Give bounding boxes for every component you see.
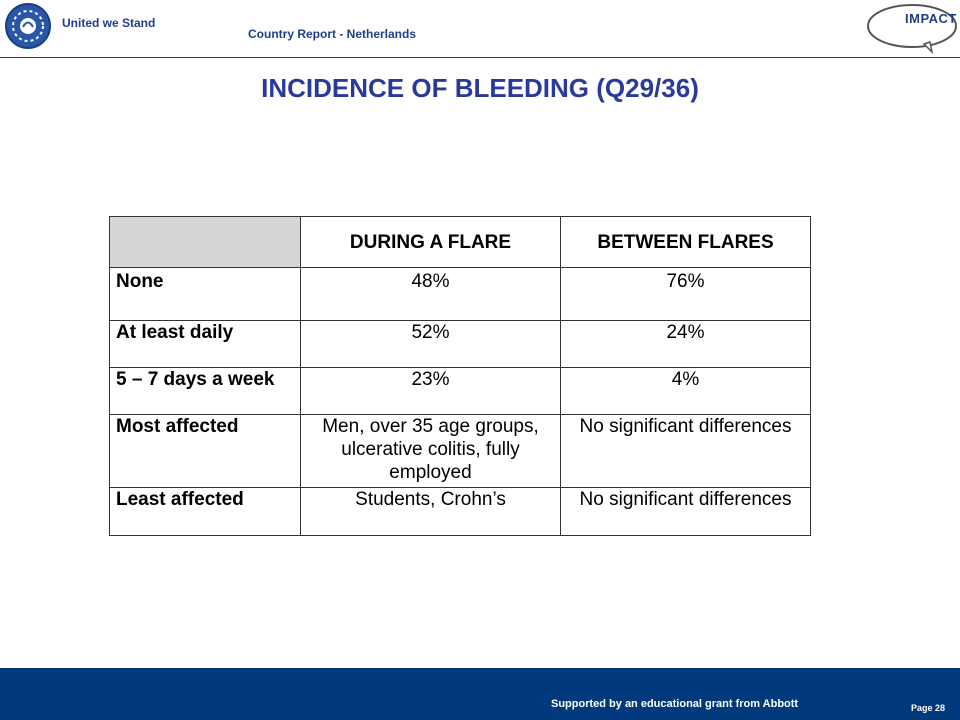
footer-support-text: Supported by an educational grant from Abbott <box>551 698 799 710</box>
org-name: United we Stand <box>62 16 156 30</box>
cell-during-flare: Men, over 35 age groups, ulcerative colitis, fully employed <box>301 415 561 488</box>
row-label: None <box>110 268 301 321</box>
right-logo <box>866 2 958 54</box>
footer-bar <box>0 668 960 720</box>
column-header-between-flares: BETWEEN FLARES <box>561 217 811 268</box>
report-title: Country Report - Netherlands <box>248 27 417 41</box>
row-label: Least affected <box>110 488 301 536</box>
table-row <box>110 368 811 415</box>
row-label: Most affected <box>110 415 301 488</box>
cell-during-flare: Students, Crohn’s <box>301 488 561 536</box>
cell-between-flares: 24% <box>561 321 811 368</box>
cell-during-flare: 52% <box>301 321 561 368</box>
row-label: At least daily <box>110 321 301 368</box>
right-logo-text: IMPACT <box>905 11 957 26</box>
cell-between-flares: No significant differences <box>561 415 811 488</box>
cell-between-flares: No significant differences <box>561 488 811 536</box>
left-logo <box>4 2 52 50</box>
cell-between-flares: 4% <box>561 368 811 415</box>
page-number: Page 28 <box>911 703 946 713</box>
row-label: 5 – 7 days a week <box>110 368 301 415</box>
page-title: INCIDENCE OF BLEEDING (Q29/36) <box>261 73 699 103</box>
table-corner-cell <box>110 217 301 268</box>
table-row <box>110 268 811 321</box>
table-row <box>110 415 811 488</box>
table-header-row <box>110 217 811 268</box>
cell-during-flare: 23% <box>301 368 561 415</box>
cell-during-flare: 48% <box>301 268 561 321</box>
header-divider <box>0 57 960 58</box>
table-row <box>110 488 811 536</box>
column-header-during-flare: DURING A FLARE <box>301 217 561 268</box>
bleeding-table <box>109 216 811 536</box>
table-row <box>110 321 811 368</box>
cell-between-flares: 76% <box>561 268 811 321</box>
